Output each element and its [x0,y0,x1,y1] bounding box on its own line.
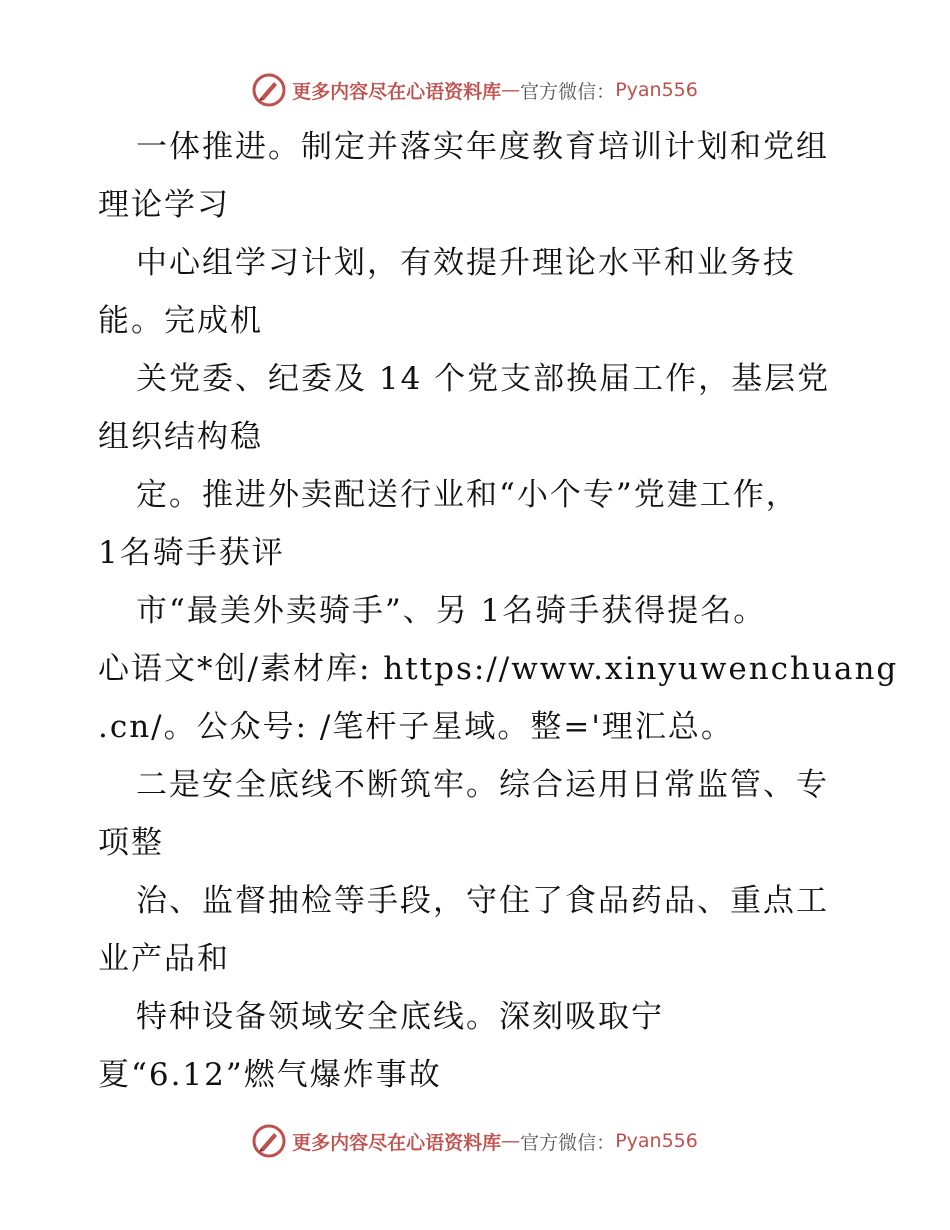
body-line: 组织结构稳 [98,419,263,455]
body-line: 一体推进。制定并落实年度教育培训计划和党组 [136,129,829,165]
header-dash: — [501,79,521,101]
footer-banner [0,1121,950,1161]
header-banner [0,70,950,110]
body-line: 1名骑手获评 [98,535,285,571]
body-line: 中心组学习计划，有效提升理论水平和业务技 [136,245,796,281]
body-line: 能。完成机 [98,303,263,339]
body-line: 业产品和 [98,941,230,977]
body-line: 市“最美外卖骑手”、另 1名骑手获得提名。 [136,593,767,629]
document-body [98,118,899,1104]
pen-logo-icon [252,1124,286,1158]
body-line: 夏“6.12”燃气爆炸事故 [98,1057,442,1093]
body-line: 理论学习 [98,187,230,223]
footer-site-text: 更多内容尽在心语资料库 [292,1131,502,1154]
body-line: 项整 [98,825,164,861]
footer-wechat-label: 官方微信： [520,1131,616,1154]
body-line: 二是安全底线不断筑牢。综合运用日常监管、专 [136,767,829,803]
body-line: 关党委、纪委及 14 个党支部换届工作，基层党 [136,361,831,397]
header-wechat-id: Pyan556 [615,79,698,101]
header-site-text: 更多内容尽在心语资料库 [292,80,502,103]
pen-logo-icon [252,73,286,107]
header-wechat-label: 官方微信： [520,80,616,103]
body-line: 治、监督抽检等手段，守住了食品药品、重点工 [136,883,829,919]
body-line: 定。推进外卖配送行业和“小个专”党建工作， [136,477,799,513]
footer-wechat-id: Pyan556 [615,1130,698,1152]
body-line: 特种设备领域安全底线。深刻吸取宁 [136,999,664,1035]
footer-dash: — [501,1130,521,1152]
body-line-source: .cn/。公众号: /笔杆子星域。整='理汇总。 [98,709,734,745]
body-line-source: 心语文*创/素材库: https://www.xinyuwenchuang [98,651,899,687]
